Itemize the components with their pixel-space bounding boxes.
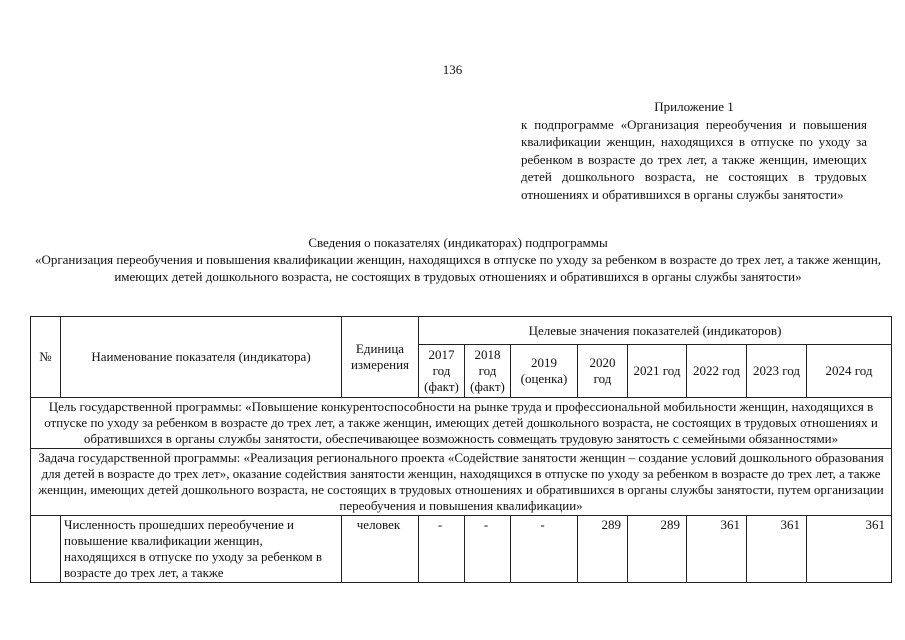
- header-year: 2019 (оценка): [511, 345, 578, 398]
- header-year: 2023 год: [747, 345, 807, 398]
- row-value: 361: [687, 516, 747, 583]
- header-year: 2021 год: [628, 345, 687, 398]
- appendix-label: Приложение 1: [654, 99, 734, 114]
- header-unit: Единица измерения: [342, 317, 419, 398]
- header-year: 2018 год (факт): [465, 345, 511, 398]
- row-name: Численность прошедших переобучение и повышение квалификации женщин, находящихся в отпуске по уходу за ребенком в возрасте до трех лет, а также: [61, 516, 342, 583]
- appendix-text: к подпрограмме «Организация переобучения и повышения квалификации женщин, находящихся в отпуске по уходу за ребенком в возрасте до трех лет, а также женщин, имеющих детей дошкольного возраста, не состоящих в трудовых отношениях и обратившихся в органы службы занятости»: [521, 116, 867, 202]
- heading-subtitle: «Организация переобучения и повышения квалификации женщин, находящихся в отпуске по уходу за ребенком в возрасте до трех лет, а также женщин, имеющих детей дошкольного возраста, не состоящих в трудовых отношениях и обратившихся в органы службы занятости»: [34, 252, 882, 284]
- row-value: 289: [578, 516, 628, 583]
- page-number: 136: [442, 62, 463, 77]
- row-value: -: [419, 516, 465, 583]
- header-year: 2020 год: [578, 345, 628, 398]
- task-text: Задача государственной программы: «Реализация регионального проекта «Содействие занятости женщин – создание условий дошкольного образования для детей в возрасте до трех лет», оказание содействия занятости женщин, находящихся в отпуске по уходу за ребенком в возрасте до трех лет, а также женщин, имеющих детей дошкольного возраста, не состоящих в трудовых отношениях и обратившихся в органы службы занятости, путем организации переобучения и повышения квалификации»: [31, 449, 892, 516]
- header-year: 2024 год: [807, 345, 892, 398]
- task-row: [31, 449, 892, 516]
- row-value: 361: [807, 516, 892, 583]
- row-value: -: [511, 516, 578, 583]
- goal-row: [31, 398, 892, 449]
- header-name: Наименование показателя (индикатора): [61, 317, 342, 398]
- heading-title: Сведения о показателях (индикаторах) подпрограммы: [308, 235, 608, 250]
- row-value: 361: [747, 516, 807, 583]
- header-year: 2022 год: [687, 345, 747, 398]
- header-year: 2017 год (факт): [419, 345, 465, 398]
- document-heading: [28, 234, 888, 285]
- header-targets: Целевые значения показателей (индикаторов): [419, 317, 892, 345]
- row-value: 289: [628, 516, 687, 583]
- table-header-row: [31, 317, 892, 345]
- row-num: [31, 516, 61, 583]
- row-value: -: [465, 516, 511, 583]
- indicators-table: [30, 316, 892, 583]
- table-row: [31, 516, 892, 583]
- row-unit: человек: [342, 516, 419, 583]
- header-num: №: [31, 317, 61, 398]
- appendix-block: [521, 98, 867, 203]
- goal-text: Цель государственной программы: «Повышение конкурентоспособности на рынке труда и профессиональной мобильности женщин, находящихся в отпуске по уходу за ребенком в возрасте до трех лет, а также женщин, имеющих детей дошкольного возраста, не состоящих в трудовых отношениях и обратившихся в органы службы занятости, обеспечивающее возможность совмещать трудовую занятость с семейными обязанностями»: [31, 398, 892, 449]
